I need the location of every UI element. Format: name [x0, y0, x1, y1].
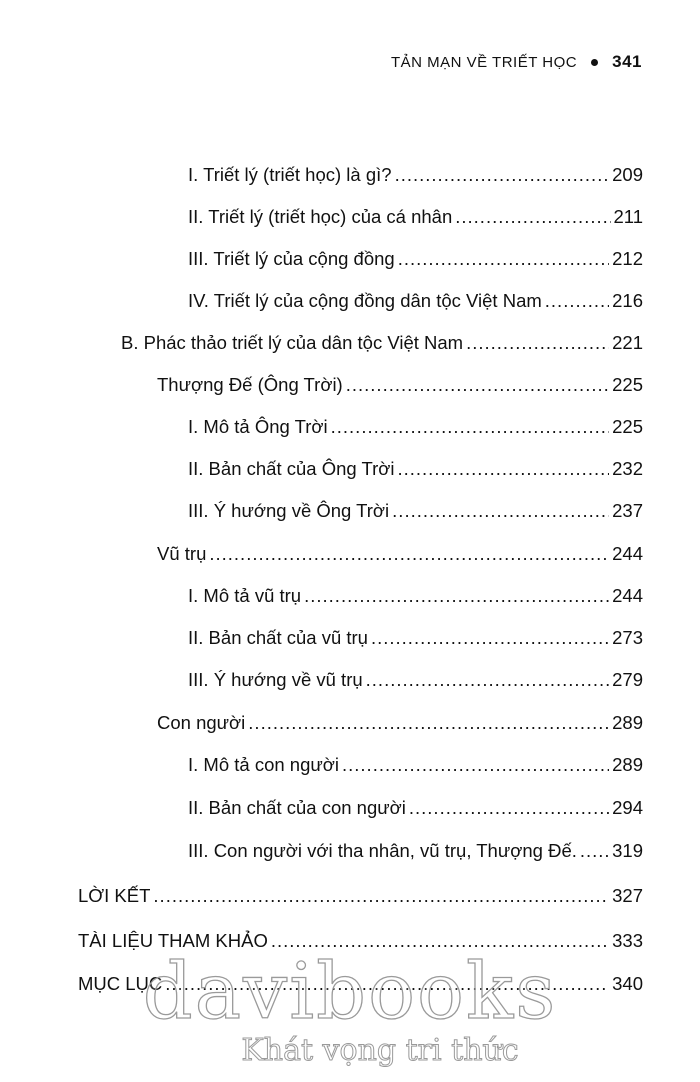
- toc-entry-page: 279: [612, 669, 643, 690]
- toc-entry-page: 244: [612, 543, 643, 564]
- toc-entry-page: 340: [612, 973, 643, 994]
- toc-entry: [188, 286, 643, 316]
- toc-entry-page: 244: [612, 585, 643, 606]
- toc-entry-page: 232: [612, 458, 643, 479]
- page-number: 341: [612, 52, 642, 71]
- watermark-brand: davibooks: [142, 947, 558, 1037]
- toc-entry-title: MỤC LỤC: [78, 973, 163, 994]
- toc-entry-title: Thượng Đế (Ông Trời): [157, 374, 343, 395]
- toc-entry-title: I. Triết lý (triết học) là gì?: [188, 164, 392, 185]
- toc-entry-title: II. Bản chất của con người: [188, 797, 406, 818]
- toc-entry: [188, 665, 643, 695]
- toc-entry-title: Vũ trụ: [157, 543, 207, 564]
- dot-leader: [248, 708, 609, 738]
- toc-entry: [188, 160, 643, 190]
- dot-leader: [331, 412, 610, 442]
- toc-entry-page: 211: [613, 206, 643, 227]
- toc-entry-title: II. Triết lý (triết học) của cá nhân: [188, 206, 453, 227]
- toc-entry-page: 319: [612, 840, 643, 861]
- toc-entry-page: 221: [612, 332, 643, 353]
- watermark-slogan: Khát vọng tri thức: [241, 1033, 519, 1068]
- toc-entry-page: 273: [612, 627, 643, 648]
- dot-leader: [398, 244, 609, 274]
- toc-entry-title: I. Mô tả con người: [188, 754, 339, 775]
- toc-entry: [188, 412, 643, 442]
- dot-leader: [409, 793, 609, 823]
- dot-leader: [342, 750, 609, 780]
- toc-entry-page: 212: [612, 248, 643, 269]
- dot-leader: [466, 328, 609, 358]
- toc-entry: [188, 750, 643, 780]
- toc-entry-page: 294: [612, 797, 643, 818]
- toc-entry-title: II. Bản chất của vũ trụ: [188, 627, 368, 648]
- toc-entry-page: 216: [612, 290, 643, 311]
- dot-leader: [346, 370, 609, 400]
- toc-entry-title: IV. Triết lý của cộng đồng dân tộc Việt Nam: [188, 290, 542, 311]
- toc-entry-title: B. Phác thảo triết lý của dân tộc Việt Nam: [121, 332, 464, 353]
- toc-entry: [188, 836, 643, 866]
- dot-leader: [304, 581, 609, 611]
- dot-leader: [209, 539, 609, 569]
- toc-entry-title: II. Bản chất của Ông Trời: [188, 458, 395, 479]
- toc-entry-title: III. Ý hướng về Ông Trời: [188, 500, 390, 521]
- toc-entry: [188, 202, 643, 232]
- toc-entry-page: 237: [612, 500, 643, 521]
- dot-leader: [153, 881, 609, 911]
- toc-entry: [188, 496, 643, 526]
- dot-leader: [392, 496, 609, 526]
- toc-entry-page: 289: [612, 712, 643, 733]
- toc-entry-page: 225: [612, 416, 643, 437]
- toc-entry: [121, 328, 643, 358]
- toc-entry: [188, 793, 643, 823]
- page-header: [391, 52, 642, 72]
- dot-leader: [366, 665, 609, 695]
- toc-entry-title: TÀI LIỆU THAM KHẢO: [78, 930, 268, 951]
- toc-entry-title: I. Mô tả vũ trụ: [188, 585, 302, 606]
- toc-entry: [78, 969, 643, 999]
- dot-leader: [397, 454, 609, 484]
- bullet-icon: [591, 59, 598, 66]
- running-title: TẢN MẠN VỀ TRIẾT HỌC: [390, 53, 578, 71]
- dot-leader: [165, 969, 609, 999]
- toc-entry: [157, 539, 643, 569]
- toc-entry: [188, 623, 643, 653]
- dot-leader: [580, 836, 609, 866]
- toc-entry: [78, 926, 643, 956]
- dot-leader: [395, 160, 610, 190]
- toc-entry: [188, 454, 643, 484]
- toc-entry-page: 225: [612, 374, 643, 395]
- toc-entry-page: 327: [612, 885, 643, 906]
- toc-entry-title: Con người: [157, 712, 246, 733]
- toc-entry-title: III. Triết lý của cộng đồng: [188, 248, 395, 269]
- toc-entry-title: III. Con người với tha nhân, vũ trụ, Thượng Đế.: [188, 840, 577, 861]
- toc-entry: [157, 708, 643, 738]
- toc-entry-page: 209: [612, 164, 643, 185]
- toc-entry: [188, 581, 643, 611]
- dot-leader: [455, 202, 610, 232]
- toc-entry: [157, 370, 643, 400]
- toc-entry: [78, 881, 643, 911]
- toc-entry-title: I. Mô tả Ông Trời: [188, 416, 328, 437]
- toc-entry-page: 289: [612, 754, 643, 775]
- toc-entry-page: 333: [612, 930, 643, 951]
- toc-entry: [188, 244, 643, 274]
- dot-leader: [545, 286, 609, 316]
- dot-leader: [371, 623, 609, 653]
- toc-entry-title: LỜI KẾT: [78, 885, 151, 906]
- toc-entry-title: III. Ý hướng về vũ trụ: [188, 669, 363, 690]
- dot-leader: [271, 926, 609, 956]
